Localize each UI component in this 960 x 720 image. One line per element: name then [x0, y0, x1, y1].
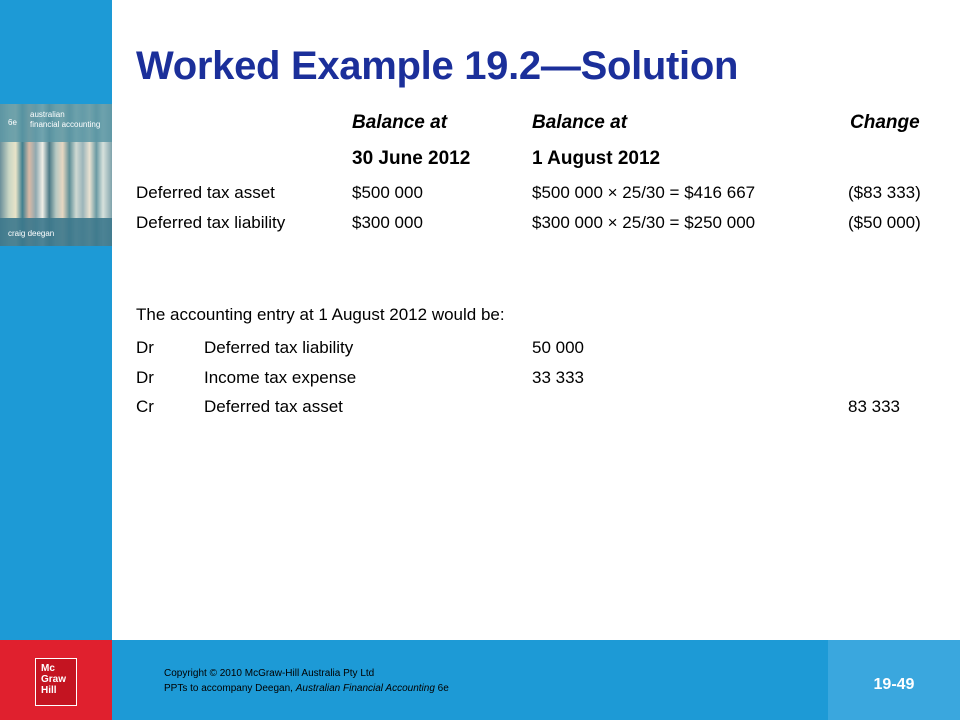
journal-account: Income tax expense [204, 368, 357, 387]
journal-account: Deferred tax liability [204, 338, 354, 357]
header-balance-august-line1: Balance at [532, 112, 628, 133]
row-value-august-liability: $300 000 × 25/30 = $250 000 [532, 213, 756, 232]
row-label-deferred-tax-liability: Deferred tax liability [136, 213, 286, 232]
left-sidebar [0, 0, 112, 640]
cover-title-line1: australian [30, 110, 65, 119]
journal-intro: The accounting entry at 1 August 2012 would be: [136, 305, 505, 324]
row-value-june-asset: $500 000 [352, 183, 423, 202]
journal-side: Cr [136, 397, 154, 416]
cover-title [30, 110, 100, 130]
cover-author: craig deegan [8, 229, 55, 238]
edition-suffix: 6e [434, 683, 449, 694]
mcgraw-hill-logo [35, 658, 77, 706]
row-value-june-liability: $300 000 [352, 213, 423, 232]
journal-credit: 83 333 [848, 397, 900, 416]
page-number: 19-49 [873, 676, 915, 693]
footer-page-panel [828, 640, 960, 720]
footer-bar [0, 640, 960, 720]
book-title: Australian Financial Accounting [295, 683, 435, 694]
journal-side: Dr [136, 368, 154, 387]
header-balance-august-line2: 1 August 2012 [532, 148, 661, 169]
cover-edition: 6e [8, 118, 17, 127]
row-change-asset: ($83 333) [848, 183, 921, 202]
header-balance-june-line2: 30 June 2012 [352, 148, 471, 169]
ppt-credit [164, 683, 449, 694]
logo-line: Mc [41, 663, 55, 674]
header-change: Change [850, 112, 920, 133]
journal-debit: 33 333 [532, 368, 584, 387]
header-balance-june-line1: Balance at [352, 112, 448, 133]
row-change-liability: ($50 000) [848, 213, 921, 232]
row-value-august-asset: $500 000 × 25/30 = $416 667 [532, 183, 756, 202]
cover-title-line2: financial accounting [30, 120, 101, 129]
logo-line: Hill [41, 685, 57, 696]
row-label-deferred-tax-asset: Deferred tax asset [136, 183, 275, 202]
ppt-prefix: PPTs to accompany Deegan, [164, 683, 296, 694]
footer-logo-panel [0, 640, 112, 720]
book-cover-image [0, 104, 112, 246]
slide-title: Worked Example 19.2—Solution [136, 44, 739, 88]
logo-line: Graw [41, 674, 67, 685]
copyright-text: Copyright © 2010 McGraw-Hill Australia Pty Ltd [164, 668, 375, 679]
journal-side: Dr [136, 338, 154, 357]
journal-debit: 50 000 [532, 338, 584, 357]
journal-account: Deferred tax asset [204, 397, 343, 416]
